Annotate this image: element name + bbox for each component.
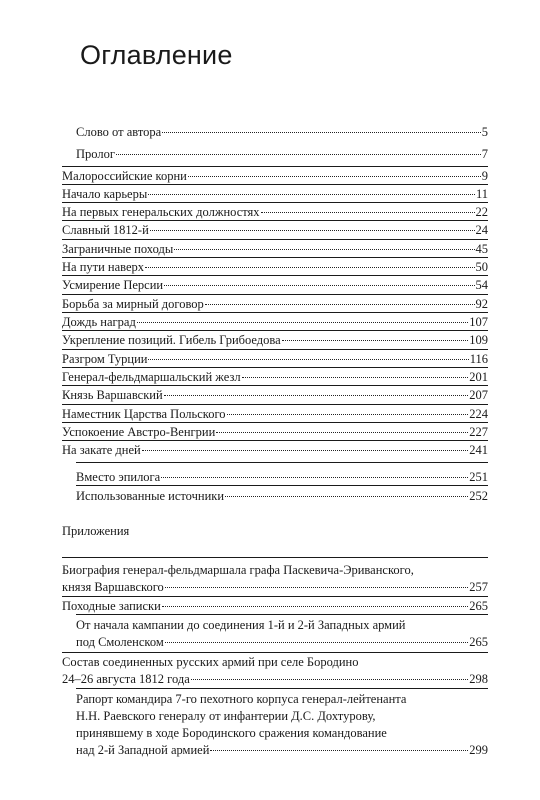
toc-entry-page: 11 — [475, 187, 488, 201]
toc-entry-title: Укрепление позиций. Гибель Грибоедова — [62, 333, 281, 347]
toc-entry-page: 92 — [475, 297, 488, 311]
appendix-entry — [62, 562, 488, 596]
toc-entry — [76, 469, 488, 486]
toc-entry — [62, 369, 488, 386]
toc-entry-title: На пути наверх — [62, 260, 145, 274]
toc-entry-title: Вместо эпилога — [76, 470, 161, 484]
leader-dots — [210, 750, 468, 751]
toc-separator — [62, 652, 488, 653]
appendix-entry-title: князя Варшавского — [62, 580, 164, 594]
toc-entry — [62, 204, 488, 221]
leader-dots — [174, 249, 474, 250]
leader-dots — [165, 642, 468, 643]
toc-separator — [76, 614, 488, 615]
toc-separator — [76, 688, 488, 689]
toc-entry-page: 251 — [469, 470, 488, 484]
toc-entry — [76, 488, 488, 505]
leader-dots — [242, 377, 469, 378]
toc-separator — [62, 367, 488, 368]
toc-entry-title: Успокоение Австро-Венгрии — [62, 425, 216, 439]
appendix-entry-title-line: От начала кампании до соединения 1-й и 2-й Западных армий — [76, 618, 406, 632]
appendix-entry — [76, 617, 488, 651]
toc-separator — [62, 422, 488, 423]
toc-entry-title: Слово от автора — [76, 125, 162, 139]
toc-entry — [62, 277, 488, 294]
leader-dots — [145, 267, 474, 268]
toc-separator — [62, 312, 488, 313]
leader-dots — [150, 230, 475, 231]
toc-entry-title: Разгром Турции — [62, 352, 148, 366]
toc-separator — [62, 330, 488, 331]
leader-dots — [188, 176, 481, 177]
leader-dots — [191, 679, 468, 680]
leader-dots — [165, 587, 468, 588]
toc-entry — [62, 387, 488, 404]
toc-separator — [62, 220, 488, 221]
toc-separator — [62, 184, 488, 185]
toc-entry-page: 107 — [469, 315, 488, 329]
toc-entry-page: 22 — [475, 205, 488, 219]
toc-separator — [62, 202, 488, 203]
toc-entry-page: 54 — [475, 278, 488, 292]
appendix-entry — [76, 691, 488, 759]
toc-separator — [76, 462, 488, 463]
toc-entry-title: Малороссийские корни — [62, 169, 187, 183]
toc-separator — [62, 294, 488, 295]
toc-entry-title: Использованные источники — [76, 489, 225, 503]
toc-entry-page: 45 — [475, 242, 488, 256]
toc-entry — [76, 146, 488, 163]
leader-dots — [161, 477, 468, 478]
toc-entry — [62, 241, 488, 258]
toc-separator — [62, 596, 488, 597]
appendix-entry-title-line: Биография генерал-фельдмаршала графа Паскевича-Эриванского, — [62, 563, 414, 577]
toc-entry-page: 9 — [481, 169, 488, 183]
toc-entry — [62, 314, 488, 331]
leader-dots — [261, 212, 475, 213]
toc-entry-page: 224 — [469, 407, 488, 421]
appendix-entry — [62, 654, 488, 688]
toc-entry-page: 201 — [469, 370, 488, 384]
toc-entry-title: Князь Варшавский — [62, 388, 163, 402]
toc-entry — [62, 406, 488, 423]
toc-entry-title: Пролог — [76, 147, 115, 161]
leader-dots — [162, 132, 481, 133]
page-title: Оглавление — [80, 40, 233, 70]
appendix-entry-page: 265 — [469, 599, 488, 613]
leader-dots — [205, 304, 475, 305]
appendix-entry-title-line: Н.Н. Раевского генералу от инфантерии Д.С. Дохтурову, — [76, 709, 376, 723]
toc-separator — [62, 349, 488, 350]
toc-entry-page: 7 — [481, 147, 488, 161]
toc-entry-page: 207 — [469, 388, 488, 402]
appendix-entry-title-line: Рапорт командира 7-го пехотного корпуса генерал-лейтенанта — [76, 692, 407, 706]
appendix-entry-title: над 2-й Западной армией — [76, 743, 210, 757]
toc-separator — [62, 557, 488, 558]
appendix-entry-title-line: принявшему в ходе Бородинского сражения командование — [76, 726, 387, 740]
appendix-entry-title: Походные записки — [62, 599, 161, 613]
toc-entry-title: Усмирение Персии — [62, 278, 164, 292]
toc-separator — [62, 440, 488, 441]
toc-entry — [62, 222, 488, 239]
toc-entry-title: Заграничные походы — [62, 242, 174, 256]
appendix-entry-title: под Смоленском — [76, 635, 164, 649]
leader-dots — [216, 432, 468, 433]
toc-entry-title: На первых генеральских должностях — [62, 205, 260, 219]
appendix-entry-page: 299 — [469, 743, 488, 757]
toc-entry-page: 227 — [469, 425, 488, 439]
leader-dots — [148, 359, 468, 360]
leader-dots — [225, 496, 468, 497]
appendix-heading: Приложения — [62, 524, 130, 538]
toc-entry-page: 5 — [481, 125, 488, 139]
leader-dots — [116, 154, 481, 155]
leader-dots — [142, 450, 469, 451]
toc-entry-title: Наместник Царства Польского — [62, 407, 226, 421]
toc-entry-page: 116 — [469, 352, 488, 366]
toc-separator — [62, 385, 488, 386]
toc-entry — [76, 124, 488, 141]
leader-dots — [227, 414, 469, 415]
toc-entry-page: 50 — [475, 260, 488, 274]
toc-separator — [62, 275, 488, 276]
toc-separator — [62, 166, 488, 167]
toc-entry — [62, 424, 488, 441]
toc-entry-title: Славный 1812-й — [62, 223, 149, 237]
leader-dots — [162, 606, 468, 607]
leader-dots — [137, 322, 468, 323]
toc-entry-page: 241 — [469, 443, 488, 457]
leader-dots — [164, 285, 474, 286]
toc-entry — [62, 168, 488, 185]
toc-entry-title: Генерал-фельдмаршальский жезл — [62, 370, 241, 384]
appendix-entry-page: 257 — [469, 580, 488, 594]
toc-entry-title: Борьба за мирный договор — [62, 297, 204, 311]
toc-separator — [76, 485, 488, 486]
appendix-entry-page: 265 — [469, 635, 488, 649]
leader-dots — [164, 395, 469, 396]
toc-separator — [62, 257, 488, 258]
leader-dots — [148, 194, 475, 195]
toc-entry-title: Дождь наград — [62, 315, 136, 329]
appendix-entry-title-line: Состав соединенных русских армий при селе Бородино — [62, 655, 359, 669]
appendix-entry-page: 298 — [469, 672, 488, 686]
appendix-entry-title: 24–26 августа 1812 года — [62, 672, 190, 686]
toc-entry-page: 109 — [469, 333, 488, 347]
toc-entry — [62, 332, 488, 349]
toc-entry-title: На закате дней — [62, 443, 141, 457]
appendix-entry — [62, 598, 488, 615]
toc-entry — [62, 186, 488, 203]
toc-entry — [62, 442, 488, 459]
toc-entry-page: 252 — [469, 489, 488, 503]
leader-dots — [282, 340, 469, 341]
toc-entry-title: Начало карьеры — [62, 187, 148, 201]
toc-entry — [62, 259, 488, 276]
toc-separator — [62, 239, 488, 240]
toc-entry-page: 24 — [475, 223, 488, 237]
toc-entry — [62, 351, 488, 368]
toc-separator — [62, 404, 488, 405]
toc-entry — [62, 296, 488, 313]
